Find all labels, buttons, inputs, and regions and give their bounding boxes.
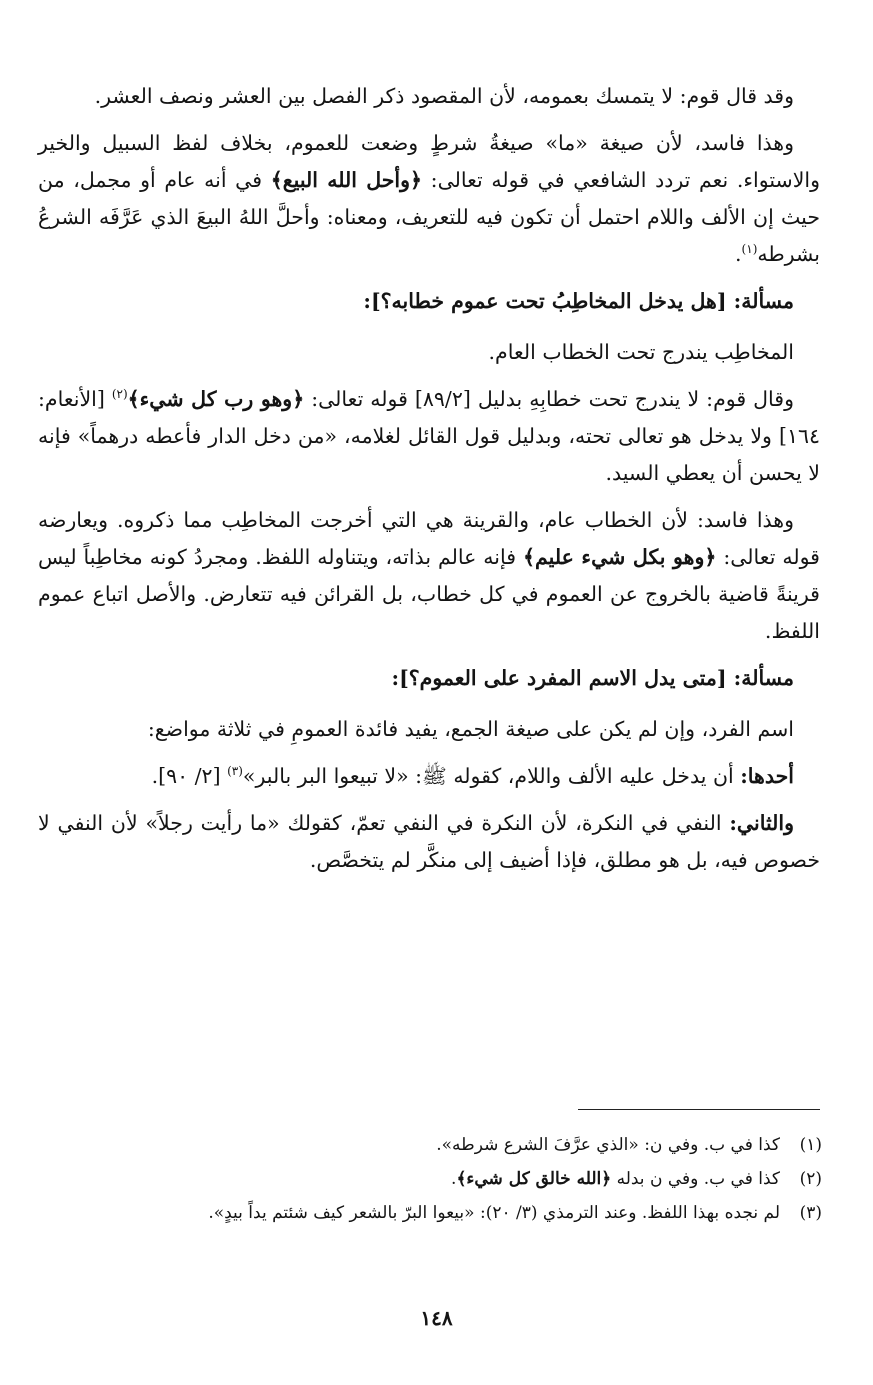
footnote-1	[60, 1128, 822, 1162]
heading-title: [متى يدل الاسم المفرد على العموم؟]:	[391, 666, 734, 690]
paragraph-6-text: اسم الفرد، وإن لم يكن على صيغة الجمع، يفيد فائدة العمومِ في ثلاثة مواضع:	[147, 717, 794, 741]
page-number: ١٤٨	[420, 1306, 453, 1330]
page-body	[38, 78, 820, 889]
footnote-2	[60, 1162, 822, 1196]
paragraph-4-text-b: [الأنعام: ١٦٤] ولا يدخل هو تعالى تحته، وبدليل قول القائل لغلامه، «من دخل الدار فأعطه درهماً» فإنه لا يحسن أن يعطي السيد.	[38, 387, 820, 485]
footnote-divider	[578, 1109, 820, 1110]
paragraph-2-text-b: في أنه عام أو مجمل، من حيث إن الألف واللام احتمل أن تكون فيه للتعريف، ومعناه: وأحلَّ اللهُ البيعَ الذي عَرَّفَه الشرعُ بشرطه	[38, 168, 820, 266]
paragraph-4-text-a: وقال قوم: لا يندرج تحت خطابِهِ بدليل [٨٩/٢] قوله تعالى:	[304, 387, 795, 411]
section-heading-2	[38, 660, 820, 697]
footnote-ref-3[interactable]: (٣)	[227, 764, 243, 779]
item-label: أحدها:	[740, 764, 794, 788]
footnote-number: (٣)	[799, 1203, 822, 1223]
section-heading-1	[38, 283, 820, 320]
paragraph-5-text-b: فإنه عالم بذاته، ويتناوله اللفظ. ومجردُ كونه مخاطِباً ليس قرينةً قاضية بالخروج عن العموم في كل خطاب، بل القرائن فيه تتعارض. والأصل اتباع عموم اللفظ.	[38, 545, 820, 643]
heading-label: مسألة:	[733, 289, 794, 313]
item-label: والثاني:	[729, 811, 794, 835]
quran-quote: ﴿وهو بكل شيء عليم﴾	[523, 545, 717, 569]
heading-title: [هل يدخل المخاطِبُ تحت عموم خطابه؟]:	[363, 289, 734, 313]
paragraph-1	[38, 78, 820, 115]
footnote-number: (١)	[799, 1135, 822, 1155]
paragraph-7-text-b: [٢/ ٩٠].	[151, 764, 228, 788]
heading-label: مسألة:	[733, 666, 794, 690]
paragraph-4	[38, 381, 820, 492]
footnote-text: لم نجده بهذا اللفظ. وعند الترمذي (٣/ ٢٠): «بيعوا البرّ بالشعر كيف شئتم يداً بيدٍ».	[208, 1203, 780, 1223]
paragraph-2-end: .	[735, 242, 742, 266]
footnotes	[60, 1128, 822, 1230]
footnote-number: (٢)	[799, 1169, 822, 1189]
paragraph-6	[38, 711, 820, 748]
paragraph-3-text: المخاطِب يندرج تحت الخطاب العام.	[488, 340, 794, 364]
paragraph-2-text-a: وهذا فاسد، لأن صيغة «ما» صيغةُ شرطٍ وضعت للعموم، بخلاف لفظ السبيل والخير والاستواء. نعم تردد الشافعي في قوله تعالى:	[38, 131, 820, 192]
footnote-text-c: .	[451, 1169, 457, 1189]
footnote-ref-1[interactable]: (١)	[741, 242, 758, 257]
paragraph-3	[38, 334, 820, 371]
footnote-ref-2[interactable]: (٢)	[111, 387, 128, 402]
paragraph-7-text-a: أن يدخل عليه الألف واللام، كقوله ﷺ: «لا تبيعوا البر بالبر»	[242, 764, 741, 788]
quran-quote: ﴿الله خالق كل شيء﴾	[456, 1169, 612, 1189]
footnote-text	[60, 1162, 780, 1196]
paragraph-8-text: النفي في النكرة، لأن النكرة في النفي تعمّ، كقولك «ما رأيت رجلاً» لأن النفي لا خصوص فيه، بل هو مطلق، فإذا أضيف إلى منكَّر لم يتخصَّص.	[38, 811, 820, 872]
paragraph-5	[38, 502, 820, 650]
quran-quote: ﴿وهو رب كل شيء﴾	[127, 387, 305, 411]
footnote-text-a: كذا في ب. وفي ن بدله	[611, 1169, 780, 1189]
quran-quote: ﴿وأحل الله البيع﴾	[270, 168, 423, 192]
paragraph-2	[38, 125, 820, 273]
footnote-text: كذا في ب. وفي ن: «الذي عرَّفَ الشرع شرطه».	[436, 1135, 780, 1155]
paragraph-7	[38, 758, 820, 795]
paragraph-5-text-a: وهذا فاسد: لأن الخطاب عام، والقرينة هي التي أخرجت المخاطِب مما ذكروه. ويعارضه قوله تعالى:	[38, 508, 820, 569]
paragraph-1-text: وقد قال قوم: لا يتمسك بعمومه، لأن المقصود ذكر الفصل بين العشر ونصف العشر.	[94, 84, 794, 108]
footnote-3	[60, 1196, 822, 1230]
paragraph-8	[38, 805, 820, 879]
